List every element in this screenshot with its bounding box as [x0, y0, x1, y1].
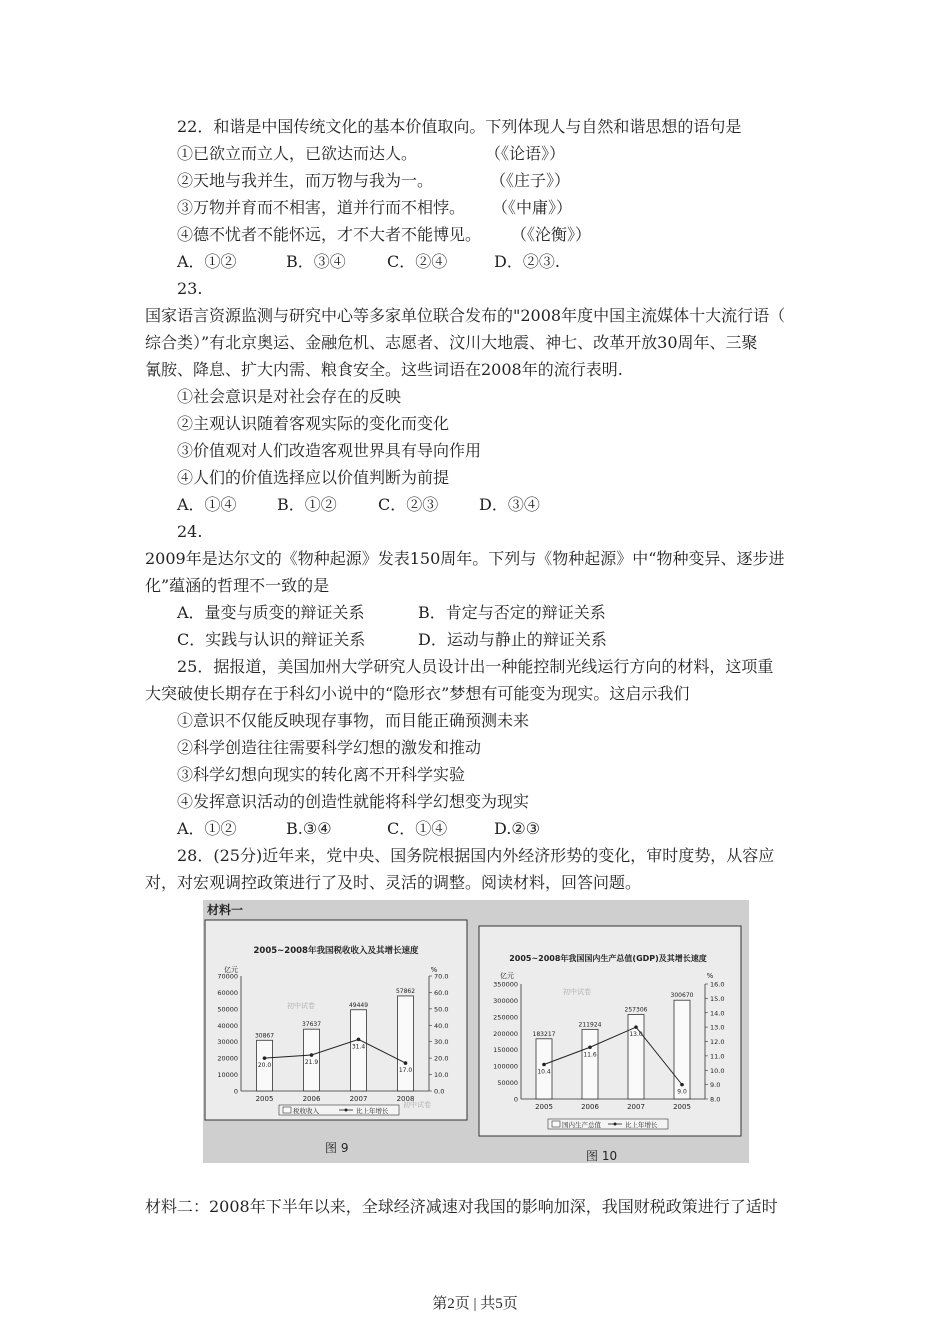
chart2-bar-label: 300670	[670, 992, 694, 1000]
chart2-growth-point	[634, 1025, 638, 1029]
chart1-growth-point	[310, 1053, 314, 1057]
page-footer: 第2页 | 共5页	[432, 1296, 518, 1312]
q25-option-d: D.②③	[494, 819, 541, 838]
q23-item-1: ①社会意识是对社会存在的反映	[177, 387, 402, 406]
chart1-y-tick: 60000	[217, 988, 238, 997]
chart2-y2-tick: 8.0	[710, 1095, 721, 1104]
chart2-y2-unit: %	[706, 972, 714, 980]
q25-stem-line-1: 25．据报道，美国加州大学研究人员设计出一种能控制光线运行方向的材料，这项重	[177, 657, 774, 676]
chart1-y2-tick: 10.0	[434, 1071, 449, 1080]
figure-watermark: 初中试卷	[403, 1101, 431, 1109]
chart1-legend-bar-label: 税收收入	[293, 1107, 319, 1115]
chart1-y2-tick: 70.0	[434, 972, 449, 981]
fig9-label: 图 9	[325, 1141, 349, 1155]
q23-option-c: C．②③	[378, 495, 439, 514]
q23-option-b: B．①②	[277, 495, 337, 514]
chart1-y2-tick: 20.0	[434, 1054, 449, 1063]
chart1-growth-label: 17.0	[398, 1067, 413, 1075]
q22-option-c: C．②④	[387, 252, 448, 271]
chart1-y2-tick: 50.0	[434, 1005, 449, 1014]
chart2-x-tick: 2006	[581, 1103, 599, 1111]
chart1-legend-bar-swatch	[283, 1107, 291, 1113]
chart1-y-tick: 0	[233, 1087, 238, 1096]
q24-stem-line-2: 化”蕴涵的哲理不一致的是	[145, 576, 330, 595]
chart2-y2-tick: 15.0	[710, 994, 725, 1003]
chart2-y-tick: 50000	[497, 1079, 518, 1088]
q24-number: 24.	[177, 522, 203, 541]
chart1-legend-line-marker	[345, 1109, 348, 1112]
chart1-legend-line-label: 比上年增长	[356, 1107, 389, 1115]
chart1-title: 2005~2008年我国税收收入及其增长速度	[253, 946, 419, 956]
chart1-growth-label: 31.4	[351, 1043, 366, 1051]
chart2-y-tick: 150000	[493, 1046, 518, 1055]
q24-option-c: C．实践与认识的辩证关系	[177, 630, 366, 649]
q22-item-3-source: （《中庸》）	[492, 198, 573, 217]
chart2-y-tick: 100000	[493, 1062, 518, 1071]
chart2-y-tick: 200000	[493, 1029, 518, 1038]
chart2-growth-label: 10.4	[537, 1068, 551, 1076]
q24-option-b: B．肯定与否定的辩证关系	[418, 603, 606, 622]
chart1-y2-unit: %	[430, 966, 438, 974]
q24-option-a: A．量变与质变的辩证关系	[177, 603, 365, 622]
chart2-y2-tick: 10.0	[710, 1066, 725, 1075]
chart2-y-tick: 350000	[493, 980, 518, 989]
chart2-title: 2005~2008年我国国内生产总值(GDP)及其增长速度	[509, 954, 707, 963]
q25-item-3: ③科学幻想向现实的转化离不开科学实验	[177, 765, 466, 784]
chart1-x-tick: 2007	[349, 1095, 368, 1103]
chart1-y-unit: 亿元	[224, 966, 238, 974]
chart2-y-tick: 250000	[493, 1013, 518, 1022]
chart1-bar-label: 37637	[301, 1021, 322, 1029]
chart1-y2-tick: 30.0	[434, 1038, 449, 1047]
q22-stem: 22．和谐是中国传统文化的基本价值取向。下列体现人与自然和谐思想的语句是	[177, 117, 742, 136]
chart1-bar	[398, 996, 414, 1091]
chart2-legend-bar-label: 国内生产总值	[562, 1121, 601, 1129]
chart1-growth-point	[404, 1061, 408, 1065]
chart1-y-tick: 40000	[217, 1021, 238, 1030]
chart1-y-tick: 50000	[217, 1005, 238, 1014]
q25-item-1: ①意识不仅能反映现存事物，而目能正确预测未来	[177, 711, 530, 730]
q23-item-4: ④人们的价值选择应以价值判断为前提	[177, 468, 450, 487]
chart2-y-unit: 亿元	[500, 972, 514, 980]
q24-option-d: D．运动与静止的辩证关系	[418, 630, 607, 649]
chart2-y-tick: 300000	[493, 996, 518, 1005]
q25-item-4: ④发挥意识活动的创造性就能将科学幻想变为现实	[177, 792, 530, 811]
chart2-y2-tick: 13.0	[710, 1023, 725, 1032]
chart2-x-tick: 2005	[673, 1103, 691, 1111]
chart1-bar-label: 30867	[254, 1032, 275, 1040]
q22-option-a: A．①②	[177, 252, 237, 271]
chart1-growth-label: 20.0	[257, 1062, 272, 1070]
chart1-y-tick: 30000	[217, 1038, 238, 1047]
q22-option-d: D．②③.	[494, 252, 560, 271]
q23-number: 23.	[177, 279, 203, 298]
chart2-x-tick: 2007	[627, 1103, 645, 1111]
material-one-figure-svg	[203, 900, 749, 1163]
chart2-growth-point	[588, 1045, 592, 1049]
chart1-x-tick: 2006	[302, 1095, 321, 1103]
q23-item-2: ②主观认识随着客观实际的变化而变化	[177, 414, 450, 433]
chart2-growth-label: 11.6	[583, 1051, 597, 1059]
q23-item-3: ③价值观对人们改造客观世界具有导向作用	[177, 441, 482, 460]
q23-stem-line-1: 国家语言资源监测与研究中心等多家单位联合发布的"2008年度中国主流媒体十大流行语（	[145, 306, 786, 325]
q22-item-4-source: （《沦衡》）	[511, 225, 592, 244]
q22-item-4: ④德不忧者不能怀远，才不大者不能博见。	[177, 225, 482, 244]
q22-item-1-source: （《论语》）	[485, 144, 566, 163]
q25-option-b: B.③④	[286, 819, 332, 838]
q23-option-a: A．①④	[177, 495, 237, 514]
chart2-bar-label: 211924	[578, 1021, 602, 1029]
chart2-growth-label: 9.0	[677, 1088, 687, 1096]
chart1-y-tick: 20000	[217, 1054, 238, 1063]
chart1-bar-label: 57862	[395, 987, 416, 995]
chart1-growth-point	[263, 1056, 267, 1060]
q22-item-3: ③万物并育而不相害，道并行而不相悖。	[177, 198, 466, 217]
q25-option-c: C．①④	[387, 819, 448, 838]
chart2-y2-tick: 12.0	[710, 1038, 725, 1046]
chart2-bar-label: 257306	[624, 1006, 648, 1014]
chart2-x-tick: 2005	[535, 1103, 553, 1111]
chart1-y-tick: 70000	[217, 972, 238, 981]
q25-item-2: ②科学创造往往需要科学幻想的激发和推动	[177, 738, 482, 757]
chart1-x-tick: 2005	[255, 1095, 274, 1103]
q23-stem-line-2: 综合类）”有北京奥运、金融危机、志愿者、汶川大地震、神七、改革开放30周年、三聚	[145, 333, 758, 352]
q25-stem-line-2: 大突破使长期存在于科幻小说中的“隐形衣”梦想有可能变为现实。这启示我们	[145, 684, 690, 703]
q24-stem-line-1: 2009年是达尔文的《物种起源》发表150周年。下列与《物种起源》中“物种变异、逐步进	[145, 549, 785, 568]
chart2-bar-label: 183217	[532, 1030, 556, 1038]
chart2-y2-tick: 14.0	[710, 1009, 725, 1018]
chart2-growth-label: 13.0	[629, 1031, 643, 1039]
material-one-label: 材料一	[207, 903, 244, 917]
chart1-watermark: 初中试卷	[287, 1002, 315, 1010]
chart2-growth-point	[680, 1083, 684, 1087]
chart2-y2-tick: 9.0	[710, 1081, 721, 1090]
chart1-growth-label: 21.9	[304, 1059, 319, 1067]
q25-option-a: A．①②	[177, 819, 237, 838]
fig10-label: 图 10	[586, 1149, 618, 1163]
chart2-legend-line-marker	[614, 1123, 617, 1126]
chart1-y-tick: 10000	[217, 1071, 238, 1080]
q23-stem-line-3: 氰胺、降息、扩大内需、粮食安全。这些词语在2008年的流行表明.	[145, 360, 623, 379]
chart2-watermark: 初中试卷	[563, 988, 591, 996]
chart1-x-tick: 2008	[396, 1095, 415, 1103]
chart1-y2-tick: 0.0	[434, 1087, 445, 1096]
chart2-growth-point	[542, 1063, 546, 1067]
material-one-figure	[203, 900, 749, 1163]
chart2-y-tick: 0	[513, 1095, 518, 1104]
chart2-legend-bar-swatch	[552, 1121, 560, 1127]
material-two-text: 材料二：2008年下半年以来，全球经济减速对我国的影响加深，我国财税政策进行了适时	[145, 1197, 778, 1216]
q22-item-2-source: （《庄子》）	[490, 171, 571, 190]
chart1-y2-tick: 60.0	[434, 988, 449, 997]
q22-item-1: ①已欲立而立人，已欲达而达人。	[177, 144, 418, 163]
q28-stem-line-2: 对，对宏观调控政策进行了及时、灵活的调整。阅读材料，回答问题。	[145, 873, 642, 892]
q22-option-b: B．③④	[286, 252, 346, 271]
chart2-bar	[582, 1029, 598, 1099]
chart2-y2-tick: 16.0	[710, 980, 725, 989]
q23-option-d: D．③④	[479, 495, 540, 514]
chart2-y2-tick: 11.0	[710, 1052, 725, 1061]
q28-stem-line-1: 28．(25分)近年来，党中央、国务院根据国内外经济形势的变化，审时度势，从容应	[177, 846, 775, 865]
chart1-growth-point	[357, 1038, 361, 1042]
chart1-bar-label: 49449	[348, 1001, 369, 1009]
q22-item-2: ②天地与我并生，而万物与我为一。	[177, 171, 434, 190]
chart1-y2-tick: 40.0	[434, 1021, 449, 1030]
chart2-legend-line-label: 比上年增长	[625, 1121, 658, 1129]
